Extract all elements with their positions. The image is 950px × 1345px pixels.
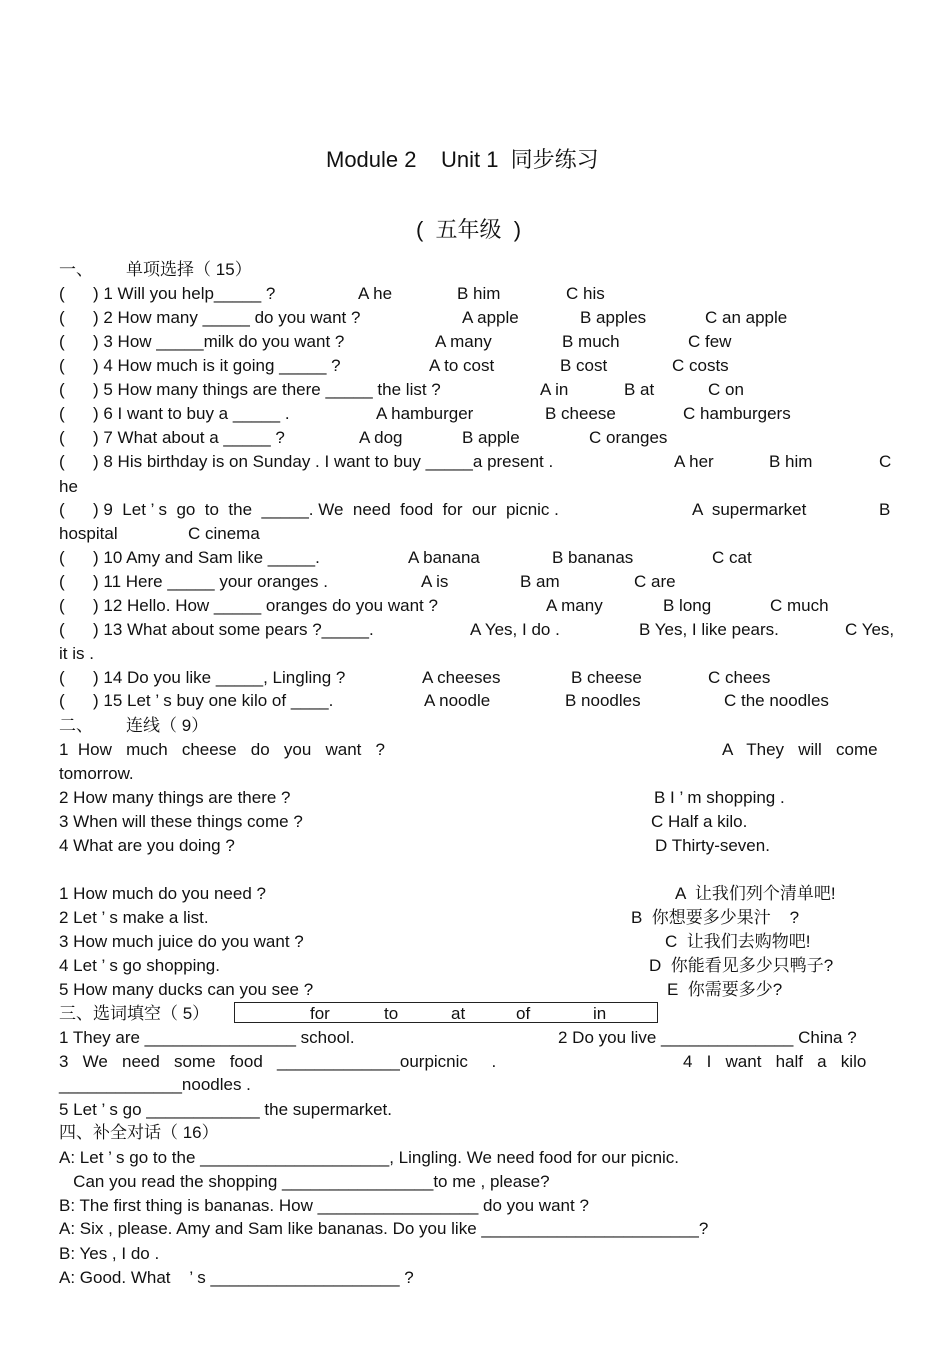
q14-line: ( ) 14 Do you like _____, Lingling ?: [59, 668, 346, 687]
q13-option-c: C Yes,: [845, 620, 895, 639]
match-right-1-continuation: tomorrow.: [59, 764, 134, 783]
q11-option-b: B am: [520, 572, 560, 591]
q9-line: ( ) 9 Let ’ s go to the _____. We need food for our picnic .: [59, 500, 559, 519]
q14-option-a: A cheeses: [422, 668, 501, 687]
word-bank-for: for: [310, 1004, 330, 1023]
word-bank-at: at: [451, 1004, 466, 1023]
q11-option-c: C are: [634, 572, 676, 591]
q9-option-c: C cinema: [188, 524, 260, 543]
q2-line: ( ) 2 How many _____ do you want ?: [59, 308, 361, 327]
match-right-1: A They will come: [722, 740, 878, 759]
q13-line: ( ) 13 What about some pears ?_____.: [59, 620, 374, 639]
q7-option-b: B apple: [462, 428, 520, 447]
q10-option-b: B bananas: [552, 548, 634, 567]
dialog-line-2: Can you read the shopping ________________to me , please?: [59, 1172, 550, 1191]
q10-option-a: A banana: [408, 548, 480, 567]
match2-left-1: 1 How much do you need ?: [59, 884, 266, 903]
fill-4: 4 I want half a kilo: [683, 1052, 867, 1071]
match2-left-5: 5 How many ducks can you see ?: [59, 980, 314, 999]
q6-option-a: A hamburger: [376, 404, 474, 423]
section4-heading: 四、补全对话（ 16）: [59, 1123, 219, 1142]
q14-option-c: C chees: [708, 668, 771, 687]
section2-heading: 二、 连线（ 9）: [59, 716, 209, 735]
match-left-4: 4 What are you doing ?: [59, 836, 235, 855]
q2-option-b: B apples: [580, 308, 647, 327]
q5-line: ( ) 5 How many things are there _____ the list ?: [59, 380, 441, 399]
q11-option-a: A is: [421, 572, 449, 591]
match2-left-2: 2 Let ’ s make a list.: [59, 908, 209, 927]
q3-option-b: B much: [562, 332, 620, 351]
q15-option-b: B noodles: [565, 691, 641, 710]
q4-option-a: A to cost: [429, 356, 495, 375]
match-right-2: B I ’ m shopping .: [654, 788, 785, 807]
q3-option-a: A many: [435, 332, 492, 351]
q1-option-c: C his: [566, 284, 605, 303]
q6-line: ( ) 6 I want to buy a _____ .: [59, 404, 290, 423]
q8-line: ( ) 8 His birthday is on Sunday . I want to buy _____a present .: [59, 452, 554, 471]
q1-option-b: B him: [457, 284, 501, 303]
word-bank-in: in: [593, 1004, 607, 1023]
dialog-line-4: A: Six , please. Amy and Sam like bananas. Do you like _______________________?: [59, 1219, 709, 1238]
q6-option-b: B cheese: [545, 404, 616, 423]
dialog-line-6: A: Good. What ’ s ____________________ ?: [59, 1268, 414, 1287]
q4-line: ( ) 4 How much is it going _____ ?: [59, 356, 341, 375]
q15-option-a: A noodle: [424, 691, 491, 710]
q8-option-c: C: [879, 452, 892, 471]
match-left-3: 3 When will these things come ?: [59, 812, 303, 831]
grade-label: ( 五年级 ): [416, 217, 522, 242]
q13-continuation: it is .: [59, 644, 94, 663]
dialog-line-1: A: Let ’ s go to the ____________________, Lingling. We need food for our picnic.: [59, 1148, 680, 1167]
page-title: Module 2 Unit 1 同步练习: [326, 147, 599, 172]
match-right-3: C Half a kilo.: [651, 812, 748, 831]
q15-line: ( ) 15 Let ’ s buy one kilo of ____.: [59, 691, 334, 710]
q10-line: ( ) 10 Amy and Sam like _____.: [59, 548, 320, 567]
dialog-line-5: B: Yes , I do .: [59, 1244, 160, 1263]
match-right-4: D Thirty-seven.: [655, 836, 770, 855]
q5-option-b: B at: [624, 380, 655, 399]
q8-option-b: B him: [769, 452, 813, 471]
q14-option-b: B cheese: [571, 668, 642, 687]
match-left-1: 1 How much cheese do you want ?: [59, 740, 385, 759]
q6-option-c: C hamburgers: [683, 404, 791, 423]
q13-option-b: B Yes, I like pears.: [639, 620, 779, 639]
fill-3: 3 We need some food _____________ourpicnic .: [59, 1052, 497, 1071]
q5-option-a: A in: [540, 380, 569, 399]
match2-right-c: C 让我们去购物吧!: [665, 932, 811, 951]
fill-4-continuation: _____________noodles .: [59, 1075, 251, 1094]
q12-option-a: A many: [546, 596, 603, 615]
q2-option-a: A apple: [462, 308, 519, 327]
match2-right-d: D 你能看见多少只鸭子?: [649, 956, 834, 975]
q3-option-c: C few: [688, 332, 732, 351]
section3-heading: 三、选词填空（ 5）: [59, 1004, 210, 1023]
match2-right-e: E 你需要多少?: [667, 980, 783, 999]
section1-heading: 一、 单项选择（ 15）: [59, 260, 252, 279]
q7-option-a: A dog: [359, 428, 403, 447]
q8-option-a: A her: [674, 452, 714, 471]
match2-left-3: 3 How much juice do you want ?: [59, 932, 304, 951]
fill-5: 5 Let ’ s go ____________ the supermarket.: [59, 1100, 392, 1119]
match2-right-a: A 让我们列个清单吧!: [675, 884, 836, 903]
q1-option-a: A he: [358, 284, 393, 303]
q11-line: ( ) 11 Here _____ your oranges .: [59, 572, 328, 591]
word-bank-of: of: [516, 1004, 531, 1023]
match-left-2: 2 How many things are there ?: [59, 788, 291, 807]
q7-option-c: C oranges: [589, 428, 668, 447]
dialog-line-3: B: The first thing is bananas. How _________________ do you want ?: [59, 1196, 589, 1215]
fill-2: 2 Do you live ______________ China ?: [558, 1028, 857, 1047]
q2-option-c: C an apple: [705, 308, 788, 327]
q5-option-c: C on: [708, 380, 744, 399]
q3-line: ( ) 3 How _____milk do you want ?: [59, 332, 345, 351]
q9-option-a: A supermarket: [692, 500, 807, 519]
q4-option-c: C costs: [672, 356, 729, 375]
q8-continuation: he: [59, 477, 78, 496]
q7-line: ( ) 7 What about a _____ ?: [59, 428, 285, 447]
word-bank-to: to: [384, 1004, 399, 1023]
q12-option-b: B long: [663, 596, 712, 615]
q12-line: ( ) 12 Hello. How _____ oranges do you want ?: [59, 596, 438, 615]
q10-option-c: C cat: [712, 548, 752, 567]
match2-right-b: B 你想要多少果汁 ?: [631, 908, 800, 927]
fill-1: 1 They are ________________ school.: [59, 1028, 355, 1047]
q1-line: ( ) 1 Will you help_____ ?: [59, 284, 276, 303]
match2-left-4: 4 Let ’ s go shopping.: [59, 956, 220, 975]
q4-option-b: B cost: [560, 356, 608, 375]
q9-option-b: B: [879, 500, 891, 519]
q15-option-c: C the noodles: [724, 691, 829, 710]
q9-continuation: hospital: [59, 524, 118, 543]
q12-option-c: C much: [770, 596, 829, 615]
q13-option-a: A Yes, I do .: [470, 620, 560, 639]
